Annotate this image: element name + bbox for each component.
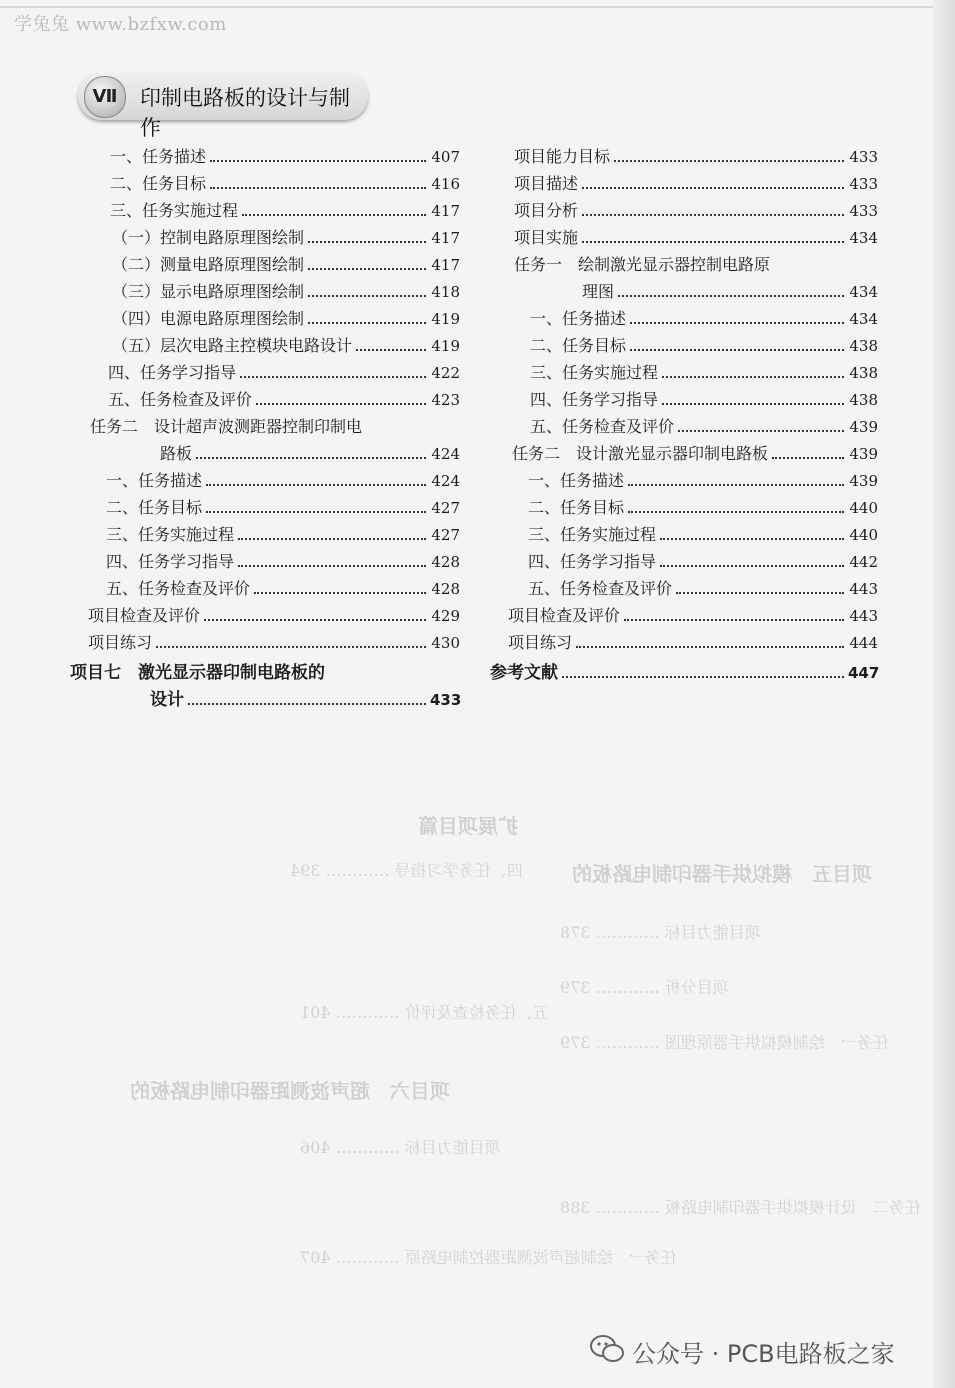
toc-entry-label: 三、任务实施过程 xyxy=(110,201,239,220)
toc-entry xyxy=(490,491,878,518)
toc-entry xyxy=(490,140,878,167)
toc-entry xyxy=(70,437,460,464)
toc-entry xyxy=(70,653,460,683)
toc-entry xyxy=(70,221,460,248)
toc-entry-label: （一）控制电路原理图绘制 xyxy=(112,228,305,247)
toc-entry xyxy=(490,167,878,194)
toc-leader-dots xyxy=(196,456,426,459)
toc-leader-dots xyxy=(614,159,844,162)
toc-leader-dots xyxy=(676,591,844,594)
toc-entry-label: 一、任务描述 xyxy=(110,147,207,166)
toc-entry-label: 项目七 激光显示器印制电路板的 xyxy=(70,663,325,683)
chapter-header-title: 印制电路板的设计与制作 xyxy=(140,86,350,140)
toc-entry-label: 五、任务检查及评价 xyxy=(530,417,675,436)
toc-entry-label: （四）电源电路原理图绘制 xyxy=(112,309,305,328)
toc-entry xyxy=(70,275,460,302)
toc-leader-dots xyxy=(210,186,426,189)
toc-entry xyxy=(490,545,878,572)
page-edge-shadow xyxy=(933,0,955,1388)
toc-leader-dots xyxy=(628,510,844,513)
toc-entry xyxy=(490,572,878,599)
toc-leader-dots xyxy=(582,213,844,216)
toc-entry-page: 433 xyxy=(430,691,462,709)
toc-entry-label: 二、任务目标 xyxy=(110,174,207,193)
toc-right-column xyxy=(490,140,878,683)
toc-entry-page: 417 xyxy=(431,256,460,274)
toc-entry xyxy=(70,167,460,194)
toc-entry-page: 407 xyxy=(431,148,460,166)
toc-entry-label: 项目检查及评价 xyxy=(88,606,201,625)
toc-entry-label: 一、任务描述 xyxy=(528,471,625,490)
toc-entry-page: 442 xyxy=(849,553,878,571)
toc-entry-label: 四、任务学习指导 xyxy=(108,363,237,382)
toc-entry-page: 443 xyxy=(849,607,878,625)
toc-entry-page: 419 xyxy=(431,337,460,355)
toc-entry-page: 439 xyxy=(849,445,878,463)
toc-entry-label: 五、任务检查及评价 xyxy=(108,390,253,409)
toc-leader-dots xyxy=(188,702,426,705)
toc-entry-page: 438 xyxy=(849,337,878,355)
toc-entry-label: 四、任务学习指导 xyxy=(106,552,235,571)
toc-leader-dots xyxy=(242,213,426,216)
toc-entry xyxy=(70,545,460,572)
toc-entry xyxy=(70,599,460,626)
toc-entry xyxy=(490,356,878,383)
toc-entry-label: （三）显示电路原理图绘制 xyxy=(112,282,305,301)
toc-entry xyxy=(490,437,878,464)
toc-entry-label: 二、任务目标 xyxy=(106,498,203,517)
wechat-icon xyxy=(590,1334,624,1364)
toc-entry-page: 434 xyxy=(849,310,878,328)
toc-entry-label: 项目实施 xyxy=(514,228,579,247)
toc-entry xyxy=(70,383,460,410)
toc-entry-page: 428 xyxy=(431,580,460,598)
toc-entry-label: 理图 xyxy=(582,282,615,301)
toc-entry-label: 项目练习 xyxy=(508,633,573,652)
toc-entry xyxy=(490,518,878,545)
toc-entry-label: 项目分析 xyxy=(514,201,579,220)
toc-entry xyxy=(490,275,878,302)
toc-entry-label: 项目能力目标 xyxy=(514,147,611,166)
toc-entry-label: 一、任务描述 xyxy=(106,471,203,490)
toc-leader-dots xyxy=(630,321,844,324)
toc-entry xyxy=(70,329,460,356)
toc-entry-page: 423 xyxy=(431,391,460,409)
toc-leader-dots xyxy=(576,645,844,648)
toc-leader-dots xyxy=(662,402,844,405)
toc-entry-page: 434 xyxy=(849,283,878,301)
toc-entry-page: 438 xyxy=(849,364,878,382)
toc-leader-dots xyxy=(618,294,844,297)
toc-leader-dots xyxy=(582,186,844,189)
toc-leader-dots xyxy=(254,591,426,594)
toc-leader-dots xyxy=(678,429,844,432)
toc-entry-page: 440 xyxy=(849,499,878,517)
toc-entry xyxy=(70,410,460,437)
toc-entry xyxy=(70,626,460,653)
toc-leader-dots xyxy=(562,675,844,678)
toc-entry xyxy=(70,194,460,221)
toc-entry-label: 任务一 绘制激光显示器控制电路原 xyxy=(514,255,771,274)
toc-entry-label: 五、任务检查及评价 xyxy=(528,579,673,598)
toc-leader-dots xyxy=(356,348,426,351)
toc-entry-label: 参考文献 xyxy=(490,663,558,683)
toc-entry-page: 422 xyxy=(431,364,460,382)
toc-entry-label: （二）测量电路原理图绘制 xyxy=(112,255,305,274)
toc-leader-dots xyxy=(240,375,426,378)
toc-entry-label: 路板 xyxy=(160,444,193,463)
toc-leader-dots xyxy=(238,537,426,540)
toc-entry-page: 418 xyxy=(431,283,460,301)
toc-entry-page: 447 xyxy=(848,664,880,682)
toc-left-column xyxy=(70,140,460,710)
chapter-roman-numeral: Ⅶ xyxy=(84,76,126,118)
toc-entry-page: 439 xyxy=(849,418,878,436)
toc-leader-dots xyxy=(308,294,426,297)
toc-entry-label: 设计 xyxy=(150,690,184,710)
toc-leader-dots xyxy=(308,267,426,270)
toc-entry xyxy=(490,194,878,221)
toc-entry-page: 430 xyxy=(431,634,460,652)
toc-entry xyxy=(70,683,460,710)
toc-entry-label: 三、任务实施过程 xyxy=(528,525,657,544)
toc-entry xyxy=(490,329,878,356)
toc-entry xyxy=(70,248,460,275)
toc-entry-label: 二、任务目标 xyxy=(530,336,627,355)
toc-entry xyxy=(490,410,878,437)
toc-leader-dots xyxy=(210,159,426,162)
toc-entry-label: 四、任务学习指导 xyxy=(528,552,657,571)
toc-entry-label: 任务二 设计激光显示器印制电路板 xyxy=(512,444,769,463)
toc-leader-dots xyxy=(624,618,844,621)
site-watermark: 学兔兔 www.bzfxw.com xyxy=(14,14,227,35)
toc-entry-page: 416 xyxy=(431,175,460,193)
toc-leader-dots xyxy=(308,321,426,324)
toc-leader-dots xyxy=(204,618,426,621)
toc-entry-page: 439 xyxy=(849,472,878,490)
toc-entry-label: 一、任务描述 xyxy=(530,309,627,328)
toc-leader-dots xyxy=(628,483,844,486)
toc-entry xyxy=(70,356,460,383)
toc-entry-page: 417 xyxy=(431,229,460,247)
top-rule xyxy=(0,6,955,8)
toc-entry-label: 项目检查及评价 xyxy=(508,606,621,625)
toc-entry xyxy=(490,626,878,653)
toc-entry-label: 四、任务学习指导 xyxy=(530,390,659,409)
toc-entry-page: 417 xyxy=(431,202,460,220)
toc-entry xyxy=(70,140,460,167)
toc-entry-label: 项目描述 xyxy=(514,174,579,193)
toc-entry xyxy=(490,221,878,248)
toc-entry xyxy=(70,518,460,545)
toc-entry-page: 427 xyxy=(431,526,460,544)
toc-entry-label: （五）层次电路主控模块电路设计 xyxy=(112,336,353,355)
toc-entry-label: 五、任务检查及评价 xyxy=(106,579,251,598)
toc-entry xyxy=(490,248,878,275)
toc-leader-dots xyxy=(630,348,844,351)
toc-entry xyxy=(70,302,460,329)
toc-entry-page: 433 xyxy=(849,202,878,220)
toc-leader-dots xyxy=(582,240,844,243)
toc-leader-dots xyxy=(772,456,844,459)
toc-leader-dots xyxy=(206,483,426,486)
toc-entry-page: 429 xyxy=(431,607,460,625)
toc-entry-label: 三、任务实施过程 xyxy=(530,363,659,382)
toc-entry xyxy=(70,491,460,518)
toc-entry xyxy=(490,464,878,491)
toc-leader-dots xyxy=(156,645,426,648)
toc-entry-page: 444 xyxy=(849,634,878,652)
toc-entry xyxy=(70,572,460,599)
toc-entry-page: 433 xyxy=(849,148,878,166)
toc-entry xyxy=(490,383,878,410)
toc-leader-dots xyxy=(308,240,426,243)
toc-entry-label: 三、任务实施过程 xyxy=(106,525,235,544)
toc-entry xyxy=(490,653,878,683)
toc-entry-page: 438 xyxy=(849,391,878,409)
toc-entry-page: 419 xyxy=(431,310,460,328)
toc-entry-page: 424 xyxy=(431,472,460,490)
toc-leader-dots xyxy=(238,564,426,567)
toc-leader-dots xyxy=(660,537,844,540)
toc-entry xyxy=(490,302,878,329)
toc-leader-dots xyxy=(206,510,426,513)
toc-entry-page: 433 xyxy=(849,175,878,193)
toc-entry-label: 二、任务目标 xyxy=(528,498,625,517)
toc-entry-label: 项目练习 xyxy=(88,633,153,652)
chapter-header-badge xyxy=(78,72,368,140)
toc-entry-page: 427 xyxy=(431,499,460,517)
toc-entry xyxy=(490,599,878,626)
toc-entry-page: 434 xyxy=(849,229,878,247)
footer-watermark: 公众号 · PCB电路板之家 xyxy=(632,1340,895,1368)
toc-entry xyxy=(70,464,460,491)
toc-leader-dots xyxy=(662,375,844,378)
toc-leader-dots xyxy=(660,564,844,567)
toc-entry-page: 443 xyxy=(849,580,878,598)
toc-leader-dots xyxy=(256,402,426,405)
toc-entry-page: 424 xyxy=(431,445,460,463)
toc-entry-page: 428 xyxy=(431,553,460,571)
toc-entry-page: 440 xyxy=(849,526,878,544)
toc-entry-label: 任务二 设计超声波测距器控制印制电 xyxy=(90,417,363,436)
